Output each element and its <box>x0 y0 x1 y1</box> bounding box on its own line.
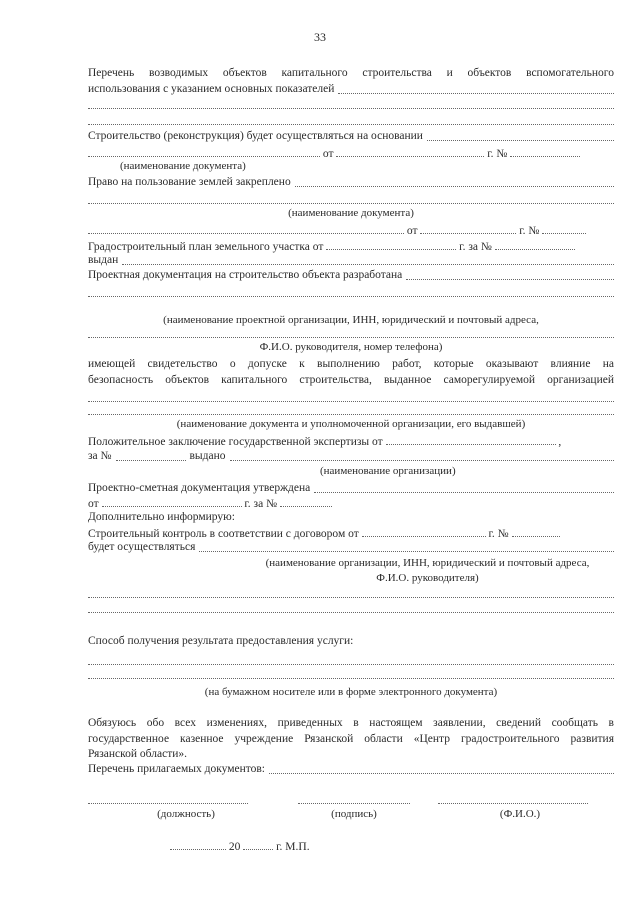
fio-line[interactable] <box>438 803 588 804</box>
expertise-no-label: за № <box>88 450 112 462</box>
obligation-line2: государственное казенное учреждение Рязанской области «Центр градостроительного развития <box>88 733 614 745</box>
land-doc-caption: (наименование документа) <box>288 207 414 219</box>
blank-line[interactable] <box>88 597 614 598</box>
gpzu-row <box>88 238 614 252</box>
blank-line[interactable] <box>88 414 614 415</box>
gpzu-issued-label: выдан <box>88 254 119 266</box>
blank-line[interactable] <box>88 664 614 665</box>
land-right-label: Право на пользование землей закреплено <box>88 176 291 188</box>
certificate-caption: (наименование документа и уполномоченной организации, его выдавшей) <box>176 418 526 430</box>
blank-line[interactable] <box>88 296 614 297</box>
gpzu-year-number-label: г. за № <box>459 241 492 253</box>
page-number: 33 <box>314 30 326 44</box>
land-from-label: от <box>406 225 418 237</box>
signature-line[interactable] <box>298 803 410 804</box>
gpzu-label: Градостроительный план земельного участка от <box>88 241 324 253</box>
expertise-issued-label: выдано <box>189 450 226 462</box>
estimate-field[interactable] <box>314 481 614 493</box>
fio-caption: (Ф.И.О.) <box>499 808 541 820</box>
control-head-caption: Ф.И.О. руководителя) <box>376 572 479 584</box>
estimate-number-field[interactable] <box>280 495 332 507</box>
estimate-date-field[interactable] <box>102 495 242 507</box>
gpzu-issued-row <box>88 253 614 267</box>
land-date-field[interactable] <box>420 222 516 234</box>
blank-line[interactable] <box>88 612 614 613</box>
blank-line[interactable] <box>88 203 614 204</box>
date-stamp-label: г. М.П. <box>276 841 310 853</box>
expertise-date-field[interactable] <box>386 433 556 445</box>
result-caption: (на бумажном носителе или в форме электронного документа) <box>204 686 498 698</box>
date-day-field[interactable] <box>170 838 226 850</box>
construction-date-field[interactable] <box>336 145 484 157</box>
control-will-be-row <box>88 540 614 554</box>
gpzu-issued-field[interactable] <box>122 253 614 265</box>
objects-list-text: использования с указанием основных показателей <box>88 83 335 95</box>
control-label: Строительный контроль в соответствии с договором от <box>88 528 359 540</box>
land-date-row <box>88 222 614 236</box>
expertise-label: Положительное заключение государственной экспертизы от <box>88 436 383 448</box>
project-dev-label: Проектная документация на строительство объекта разработана <box>88 269 403 281</box>
estimate-label: Проектно-сметная документация утверждена <box>88 482 311 494</box>
estimate-row <box>88 481 614 495</box>
date-row <box>170 838 614 852</box>
objects-list-line1: Перечень возводимых объектов капитального строительства и объектов вспомогательного <box>88 67 614 79</box>
attached-docs-row <box>88 762 614 776</box>
control-date-field[interactable] <box>362 525 486 537</box>
expertise-number-field[interactable] <box>116 449 186 461</box>
construction-basis-row <box>88 129 614 143</box>
signature-caption: (подпись) <box>331 808 377 820</box>
construction-doc-field[interactable] <box>88 145 320 157</box>
construction-basis-field[interactable] <box>427 129 614 141</box>
project-org-caption: (наименование проектной организации, ИНН, юридический и почтовый адреса, <box>163 314 539 326</box>
blank-line[interactable] <box>88 124 614 125</box>
additional-inform: Дополнительно информирую: <box>88 511 235 523</box>
land-year-number-label: г. № <box>519 225 540 237</box>
blank-line[interactable] <box>88 401 614 402</box>
gpzu-date-field[interactable] <box>326 238 456 250</box>
position-line[interactable] <box>88 803 248 804</box>
estimate-from-label: от <box>88 498 99 510</box>
land-right-field[interactable] <box>295 175 614 187</box>
construction-date-row <box>88 145 614 159</box>
date-year-prefix: 20 <box>228 841 241 853</box>
expertise-issued-field[interactable] <box>230 449 614 461</box>
construction-number-field[interactable] <box>510 145 580 157</box>
control-row <box>88 525 614 539</box>
date-year-field[interactable] <box>243 838 273 850</box>
attached-docs-label: Перечень прилагаемых документов: <box>88 763 266 775</box>
construction-basis-label: Строительство (реконструкция) будет осуществляться на основании <box>88 130 423 142</box>
control-will-be-label: будет осуществляться <box>88 541 196 553</box>
obligation-line1: Обязуюсь обо всех изменениях, приведенных в настоящем заявлении, сведений сообщать в <box>88 717 614 729</box>
blank-line[interactable] <box>88 337 614 338</box>
expertise-issued-row <box>88 449 614 463</box>
objects-list-field[interactable] <box>338 82 614 94</box>
land-number-field[interactable] <box>542 222 586 234</box>
project-dev-field[interactable] <box>406 268 614 280</box>
attached-docs-field[interactable] <box>269 762 614 774</box>
result-method: Способ получения результата предоставления услуги: <box>88 635 354 647</box>
land-right-row <box>88 175 614 189</box>
expertise-row: Положительное заключение государственной экспертизы от , <box>88 433 614 447</box>
certificate-line1: имеющей свидетельство о допуске к выполнению работ, которые оказывают влияние на <box>88 358 614 370</box>
year-number-label: г. № <box>487 148 508 160</box>
control-org-field[interactable] <box>199 540 614 552</box>
gpzu-number-field[interactable] <box>495 238 575 250</box>
obligation-line3: Рязанской области». <box>88 748 188 760</box>
control-org-caption: (наименование организации, ИНН, юридический и почтовый адреса, <box>265 557 590 569</box>
from-label: от <box>322 148 334 160</box>
control-year-number-label: г. № <box>488 528 509 540</box>
project-dev-row <box>88 268 614 282</box>
estimate-year-number-label: г. за № <box>244 498 278 510</box>
position-caption: (должность) <box>157 808 215 820</box>
land-doc-field[interactable] <box>88 222 404 234</box>
blank-line[interactable] <box>88 678 614 679</box>
certificate-line2: безопасность объектов капитального строительства, выданное саморегулируемой организацией <box>88 374 614 386</box>
estimate-date-row <box>88 495 614 509</box>
blank-line[interactable] <box>88 108 614 109</box>
objects-list-line2 <box>88 82 614 96</box>
doc-name-caption: (наименование документа) <box>120 160 246 172</box>
project-head-caption: Ф.И.О. руководителя, номер телефона) <box>259 341 443 353</box>
control-number-field[interactable] <box>512 525 560 537</box>
expertise-org-caption: (наименование организации) <box>320 465 456 477</box>
